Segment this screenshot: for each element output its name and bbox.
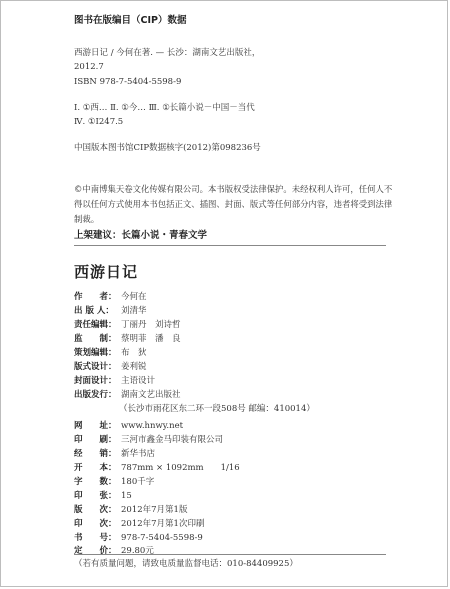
cip-isbn-line: ISBN 978-7-5404-5598-9 xyxy=(74,77,182,87)
credit-label: 出版发行： xyxy=(74,390,117,400)
cip-date-line: 2012.7 xyxy=(74,62,104,72)
credit-row xyxy=(74,433,223,447)
credit-value: www.hnwy.net xyxy=(121,421,184,431)
cip-record-number-line: 中国版本图书馆CIP数据核字(2012)第098236号 xyxy=(74,143,261,153)
credit-label: 印 次： xyxy=(74,519,117,529)
credit-row xyxy=(74,360,147,374)
credit-row xyxy=(74,544,154,558)
credit-value: 787mm × 1092mm 1/16 xyxy=(121,463,240,473)
cip-classification-line: Ⅰ. ①西… Ⅱ. ①今… Ⅲ. ①长篇小说－中国－当代 xyxy=(74,103,255,113)
credit-label: 经 销： xyxy=(74,449,117,459)
credit-row xyxy=(74,461,240,475)
credit-row xyxy=(74,419,183,433)
credit-value: 丁丽丹 刘诗哲 xyxy=(121,320,181,330)
credit-value: 29.80元 xyxy=(121,546,154,556)
credit-value: 15 xyxy=(121,491,132,501)
credit-value: 2012年7月第1次印刷 xyxy=(121,519,205,529)
credit-row xyxy=(74,517,204,531)
credit-label: 作 者： xyxy=(74,292,117,302)
credit-value: 湖南文艺出版社 xyxy=(121,390,181,400)
credit-row xyxy=(74,489,132,503)
credit-row xyxy=(74,503,187,517)
shelf-suggestion: 上架建议：长篇小说・青春文学 xyxy=(74,230,208,241)
cip-class-number-line: Ⅳ. ①I247.5 xyxy=(74,117,124,127)
credit-row xyxy=(74,447,155,461)
credit-label: 定 价： xyxy=(74,546,117,556)
credit-value: 刘清华 xyxy=(121,306,147,316)
credit-label: 印 张： xyxy=(74,491,117,501)
divider-top xyxy=(74,245,386,246)
credit-value: 今何在 xyxy=(121,292,147,302)
credit-label: 书 号： xyxy=(74,533,117,543)
cip-heading: 图书在版编目（CIP）数据 xyxy=(74,15,187,26)
credit-value: 蔡明菲 潘 良 xyxy=(121,334,181,344)
credit-row xyxy=(74,346,147,360)
credit-row xyxy=(74,332,181,346)
copyright-notice: ©中南博集天卷文化传媒有限公司。本书版权受法律保护。未经权利人许可，任何人不得以任何方式使用本书包括正文、插图、封面、版式等任何部分内容，违者将受到法律制裁。 xyxy=(74,184,393,224)
credit-value: 978-7-5404-5598-9 xyxy=(121,533,203,543)
credit-label: 版式设计： xyxy=(74,362,117,372)
quality-hotline: （若有质量问题，请致电质量监督电话：010-84409925） xyxy=(74,559,298,569)
cip-title-line: 西游日记 / 今何在著. — 长沙：湖南文艺出版社， xyxy=(74,48,261,58)
publisher-address: （长沙市雨花区东二环一段508号 邮编：410014） xyxy=(119,404,315,414)
credit-value: 新华书店 xyxy=(121,449,156,459)
credit-value: 主语设计 xyxy=(121,376,156,386)
credit-value: 2012年7月第1版 xyxy=(121,505,188,515)
credit-label: 网 址： xyxy=(74,421,117,431)
credit-row xyxy=(74,531,203,545)
credit-label: 监 制： xyxy=(74,334,117,344)
credit-row xyxy=(74,290,147,304)
credit-label: 开 本： xyxy=(74,463,117,473)
credit-label: 责任编辑： xyxy=(74,320,117,330)
credit-label: 封面设计： xyxy=(74,376,117,386)
credit-label: 版 次： xyxy=(74,505,117,515)
credit-row xyxy=(74,304,147,318)
credit-label: 字 数： xyxy=(74,477,117,487)
book-title: 西游日记 xyxy=(74,263,139,281)
credit-value: 180千字 xyxy=(121,477,155,487)
credit-row xyxy=(74,318,181,332)
credit-row xyxy=(74,388,181,402)
divider-bottom xyxy=(74,554,386,555)
credit-row xyxy=(74,475,154,489)
credit-label: 出 版 人： xyxy=(74,306,114,316)
credit-value: 布 狄 xyxy=(121,348,147,358)
credit-row xyxy=(74,374,155,388)
credit-value: 三河市鑫金马印装有限公司 xyxy=(121,435,224,445)
credit-label: 印 刷： xyxy=(74,435,117,445)
credit-label: 策划编辑： xyxy=(74,348,117,358)
credit-value: 姜利锐 xyxy=(121,362,147,372)
